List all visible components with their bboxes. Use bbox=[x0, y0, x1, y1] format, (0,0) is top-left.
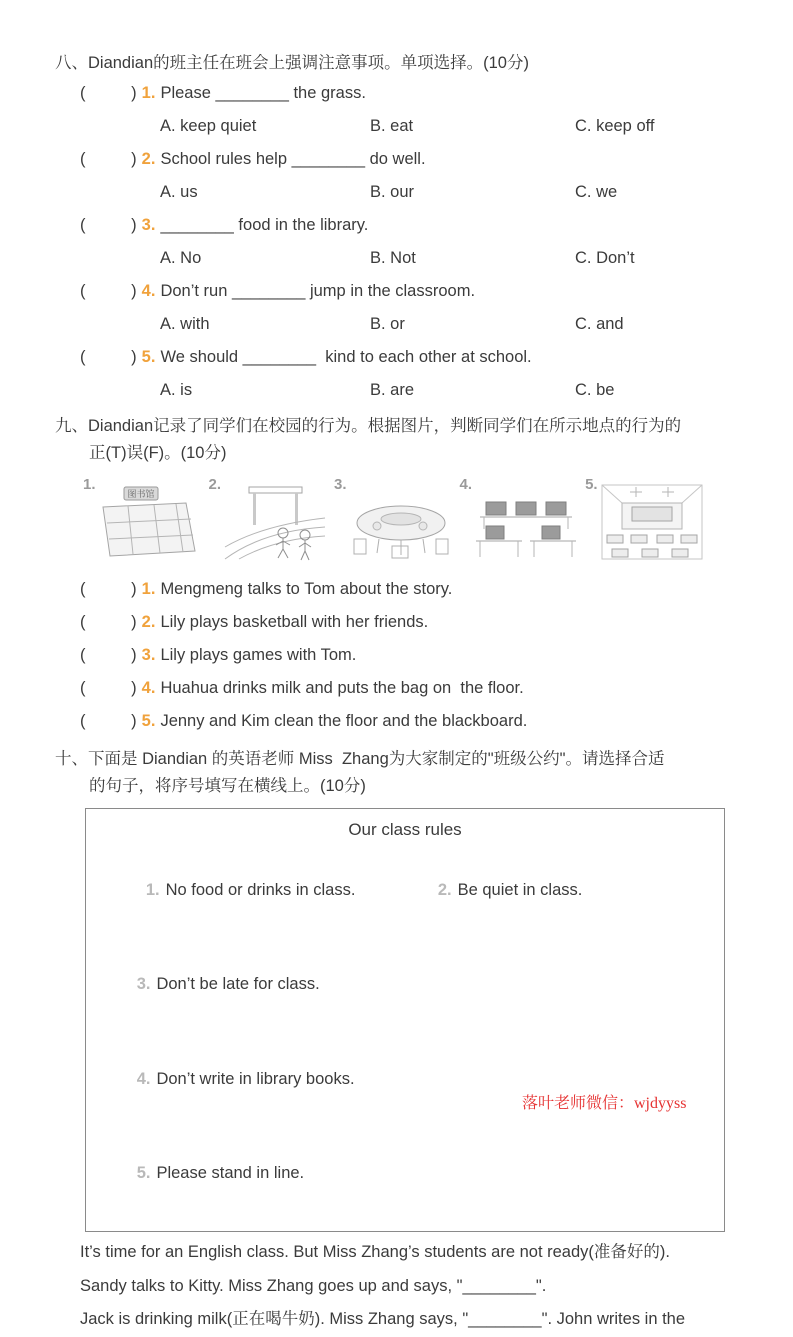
library-image bbox=[98, 483, 202, 561]
tf-item-5 bbox=[80, 705, 735, 738]
option-c: C. Don’t bbox=[575, 249, 635, 267]
section10 bbox=[55, 746, 735, 1337]
rule-text: Be quiet in class. bbox=[457, 880, 583, 899]
rules-box-title: Our class rules bbox=[348, 820, 462, 839]
rule-number: 2. bbox=[437, 880, 452, 899]
rule-text: No food or drinks in class. bbox=[165, 880, 356, 899]
paragraph-line-3: Jack is drinking milk(正在喝牛奶). Miss Zhang says, "________". John writes in the bbox=[80, 1310, 686, 1328]
question-2 bbox=[80, 143, 735, 209]
dining-table-image bbox=[349, 483, 453, 561]
section9 bbox=[55, 413, 735, 738]
teacher-wechat-watermark: 落叶老师微信：wjdyyss bbox=[522, 1095, 687, 1112]
tf-item-1 bbox=[80, 573, 735, 606]
tf-item-4 bbox=[80, 672, 735, 705]
question-1 bbox=[80, 77, 735, 143]
option-a: A. is bbox=[160, 381, 193, 399]
answer-paren: ( ) bbox=[80, 613, 138, 631]
behavior-images bbox=[83, 477, 735, 561]
answer-paren: ( ) bbox=[80, 216, 138, 234]
question-text: School rules help ________ do well. bbox=[160, 150, 426, 168]
answer-paren: ( ) bbox=[80, 712, 138, 730]
item-number: 2. bbox=[141, 613, 156, 631]
figure-3 bbox=[334, 477, 453, 561]
item-number: 3. bbox=[141, 646, 156, 664]
section10-title-line1: 十、下面是 Diandian 的英语老师 Miss Zhang为大家制定的"班级公约"。请选择合适 bbox=[55, 750, 665, 768]
rule-3 bbox=[100, 938, 710, 1033]
rule-1 bbox=[100, 843, 392, 938]
answer-paren: ( ) bbox=[80, 84, 138, 102]
rule-number: 4. bbox=[136, 1069, 151, 1088]
question-text: Please ________ the grass. bbox=[160, 84, 366, 102]
item-text: Huahua drinks milk and puts the bag on the floor. bbox=[160, 679, 524, 697]
item-text: Mengmeng talks to Tom about the story. bbox=[160, 580, 453, 598]
computer-room-image bbox=[474, 483, 578, 561]
answer-paren: ( ) bbox=[80, 348, 138, 366]
option-c: C. be bbox=[575, 381, 615, 399]
question-number: 3. bbox=[141, 216, 156, 234]
rule-number: 3. bbox=[136, 975, 151, 993]
option-a: A. with bbox=[160, 315, 210, 333]
answer-paren: ( ) bbox=[80, 646, 138, 664]
rule-number: 5. bbox=[136, 1164, 151, 1182]
answer-paren: ( ) bbox=[80, 679, 138, 697]
rule-text: Don’t write in library books. bbox=[156, 1069, 355, 1088]
library-sign-text: 图书馆 bbox=[127, 489, 155, 499]
item-number: 5. bbox=[141, 712, 156, 730]
tf-item-2 bbox=[80, 606, 735, 639]
option-b: B. eat bbox=[370, 117, 414, 135]
section9-title-line2: 正(T)误(F)。(10分) bbox=[89, 444, 227, 462]
question-text: ________ food in the library. bbox=[160, 216, 369, 234]
option-c: C. we bbox=[575, 183, 618, 201]
question-text: We should ________ kind to each other at school. bbox=[160, 348, 532, 366]
tf-item-3 bbox=[80, 639, 735, 672]
item-text: Lily plays games with Tom. bbox=[160, 646, 357, 664]
figure-4 bbox=[460, 477, 579, 561]
option-b: B. are bbox=[370, 381, 415, 399]
figure-2 bbox=[209, 477, 328, 561]
image-number: 5. bbox=[585, 476, 598, 493]
rule-text: Please stand in line. bbox=[156, 1164, 305, 1182]
option-b: B. or bbox=[370, 315, 405, 333]
classroom-image bbox=[600, 483, 704, 561]
question-3 bbox=[80, 209, 735, 275]
image-number: 1. bbox=[83, 476, 96, 493]
playground-image bbox=[223, 483, 327, 561]
answer-paren: ( ) bbox=[80, 150, 138, 168]
image-number: 4. bbox=[459, 476, 473, 493]
question-number: 2. bbox=[141, 150, 156, 168]
question-5 bbox=[80, 341, 735, 407]
section8-title: 八、Diandian的班主任在班会上强调注意事项。单项选择。(10分) bbox=[55, 54, 529, 72]
rule-5 bbox=[100, 1127, 710, 1222]
cloze-paragraph bbox=[55, 1236, 735, 1337]
paragraph-line-2: Sandy talks to Kitty. Miss Zhang goes up and says, "________". bbox=[80, 1276, 547, 1295]
question-number: 4. bbox=[141, 282, 156, 300]
question-number: 5. bbox=[141, 348, 156, 366]
option-a: A. No bbox=[160, 249, 202, 267]
class-rules-box bbox=[85, 808, 725, 1232]
option-c: C. keep off bbox=[575, 117, 655, 135]
question-4 bbox=[80, 275, 735, 341]
section10-title-line2: 的句子，将序号填写在横线上。(10分) bbox=[89, 777, 366, 795]
option-a: A. us bbox=[160, 183, 198, 201]
option-a: A. keep quiet bbox=[160, 117, 257, 135]
question-number: 1. bbox=[141, 84, 156, 102]
option-b: B. Not bbox=[370, 249, 416, 267]
option-c: C. and bbox=[575, 315, 624, 333]
image-number: 3. bbox=[334, 476, 347, 493]
rule-text: Don’t be late for class. bbox=[156, 975, 320, 993]
section9-title-line1: 九、Diandian记录了同学们在校园的行为。根据图片，判断同学们在所示地点的行为的 bbox=[55, 417, 682, 435]
item-number: 1. bbox=[141, 580, 156, 598]
figure-1 bbox=[83, 477, 202, 561]
item-text: Jenny and Kim clean the floor and the blackboard. bbox=[160, 712, 528, 730]
answer-paren: ( ) bbox=[80, 580, 138, 598]
rule-2 bbox=[392, 843, 582, 938]
item-number: 4. bbox=[141, 679, 156, 697]
item-text: Lily plays basketball with her friends. bbox=[160, 613, 429, 631]
question-text: Don’t run ________ jump in the classroom. bbox=[160, 282, 476, 300]
image-number: 2. bbox=[208, 476, 222, 493]
figure-5 bbox=[585, 477, 704, 561]
rule-number: 1. bbox=[145, 880, 160, 899]
paragraph-line-1: It’s time for an English class. But Miss Zhang’s students are not ready(准备好的). bbox=[80, 1243, 670, 1261]
option-b: B. our bbox=[370, 183, 415, 201]
answer-paren: ( ) bbox=[80, 282, 138, 300]
